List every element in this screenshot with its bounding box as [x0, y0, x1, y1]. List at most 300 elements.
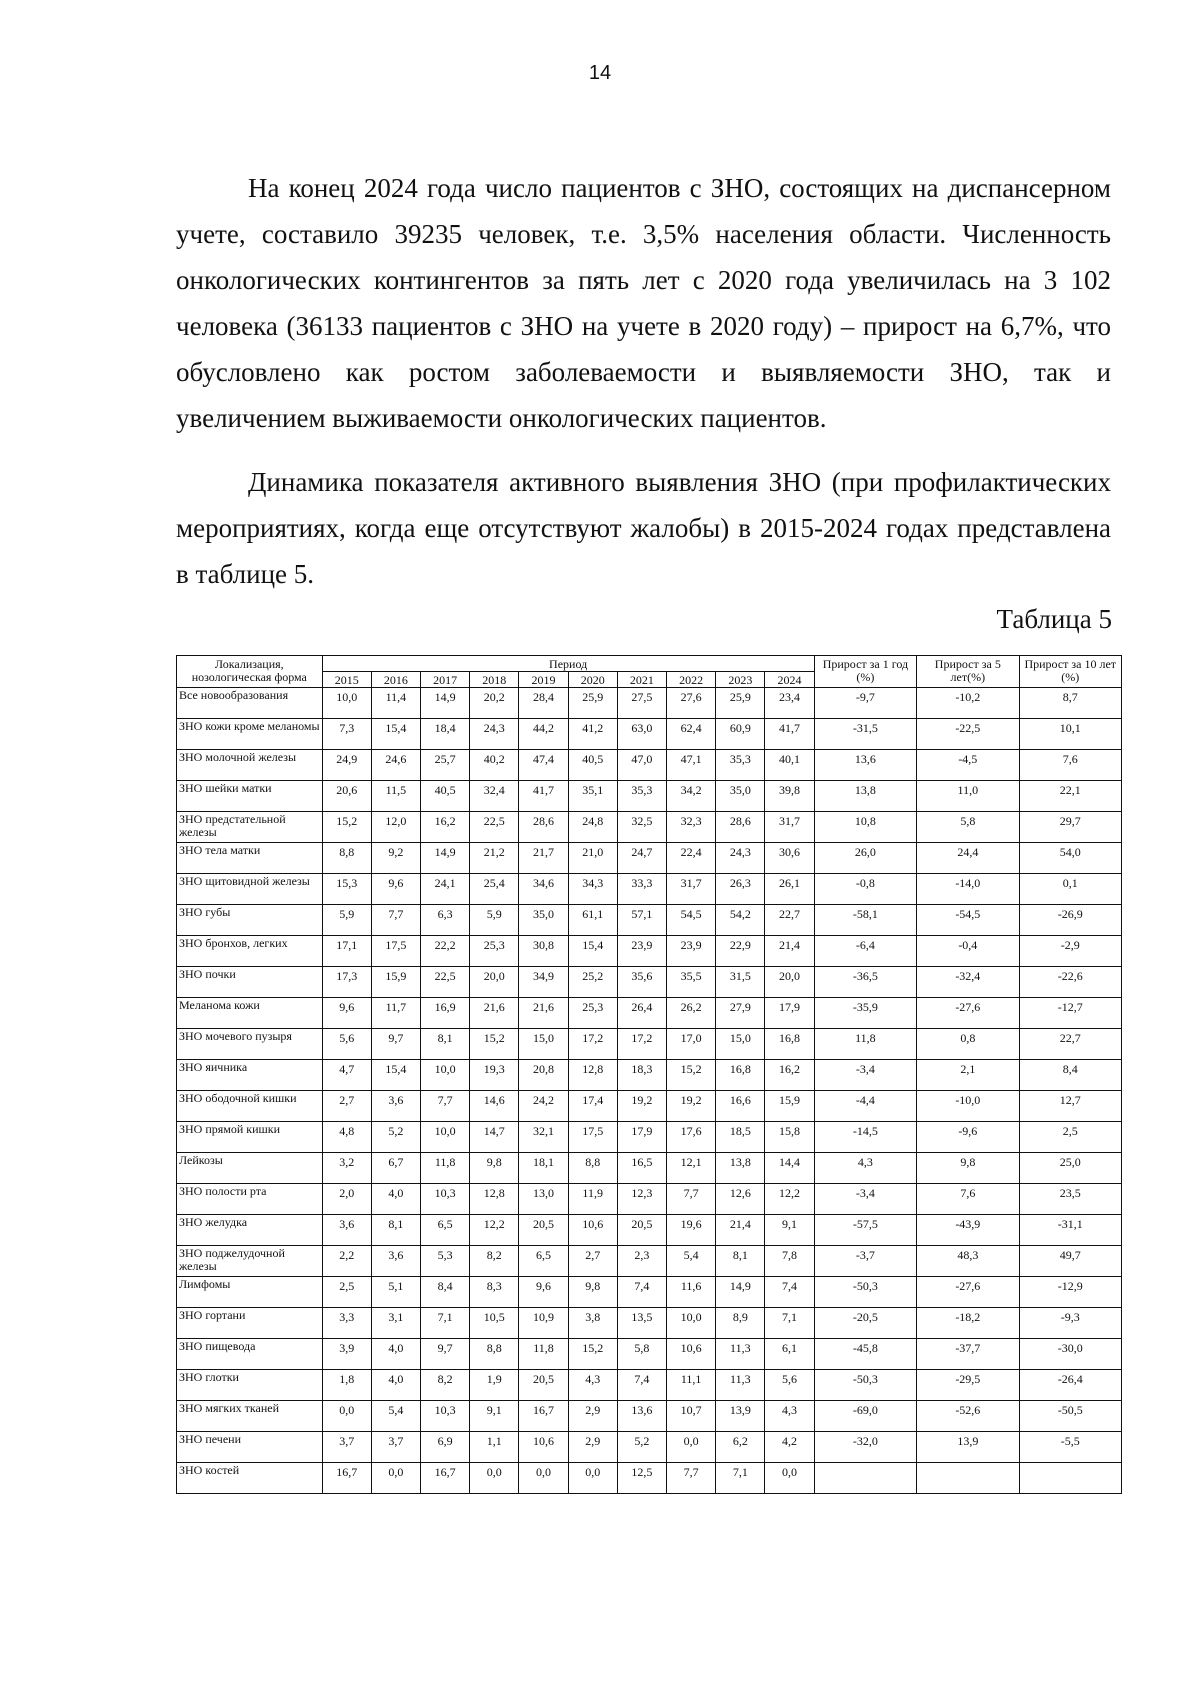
table-row [177, 1091, 1122, 1122]
growth-1-year-cell: -32,0 [814, 1432, 916, 1463]
year-value-cell: 28,4 [519, 688, 568, 719]
growth-1-year-cell: -3,4 [814, 1184, 916, 1215]
growth-10-years-cell: 54,0 [1019, 843, 1121, 874]
year-value-cell: 13,0 [519, 1184, 568, 1215]
row-localization: ЗНО поджелудочной железы [177, 1246, 323, 1277]
growth-10-years-cell: -22,6 [1019, 967, 1121, 998]
year-value-cell: 17,1 [322, 936, 371, 967]
table-row [177, 750, 1122, 781]
table-row [177, 1122, 1122, 1153]
year-value-cell: 12,1 [667, 1153, 716, 1184]
year-value-cell: 19,3 [470, 1060, 519, 1091]
year-value-cell: 21,6 [470, 998, 519, 1029]
growth-5-years-cell: 0,8 [917, 1029, 1019, 1060]
year-value-cell: 17,4 [568, 1091, 617, 1122]
year-value-cell: 47,1 [667, 750, 716, 781]
year-value-cell: 11,8 [519, 1339, 568, 1370]
year-value-cell: 10,0 [322, 688, 371, 719]
growth-5-years-cell: 13,9 [917, 1432, 1019, 1463]
growth-10-years-cell: 8,4 [1019, 1060, 1121, 1091]
year-value-cell: 9,2 [371, 843, 420, 874]
growth-1-year-cell: -4,4 [814, 1091, 916, 1122]
year-value-cell: 10,9 [519, 1308, 568, 1339]
year-value-cell: 7,4 [617, 1277, 666, 1308]
header-year: 2020 [568, 672, 617, 688]
year-value-cell: 6,5 [421, 1215, 470, 1246]
year-value-cell: 19,2 [667, 1091, 716, 1122]
year-value-cell: 19,2 [617, 1091, 666, 1122]
year-value-cell: 6,1 [765, 1339, 814, 1370]
growth-5-years-cell: -27,6 [917, 998, 1019, 1029]
year-value-cell: 16,8 [765, 1029, 814, 1060]
growth-10-years-cell: -2,9 [1019, 936, 1121, 967]
year-value-cell: 8,3 [470, 1277, 519, 1308]
table-row [177, 1463, 1122, 1494]
year-value-cell: 31,7 [765, 812, 814, 843]
year-value-cell: 3,6 [322, 1215, 371, 1246]
growth-1-year-cell: 11,8 [814, 1029, 916, 1060]
year-value-cell: 2,7 [322, 1091, 371, 1122]
year-value-cell: 54,5 [667, 905, 716, 936]
table-caption: Таблица 5 [996, 604, 1112, 634]
year-value-cell: 41,7 [519, 781, 568, 812]
year-value-cell: 2,0 [322, 1184, 371, 1215]
year-value-cell: 15,4 [371, 719, 420, 750]
growth-5-years-cell: -52,6 [917, 1401, 1019, 1432]
year-value-cell: 35,1 [568, 781, 617, 812]
year-value-cell: 12,8 [568, 1060, 617, 1091]
row-localization: ЗНО полости рта [177, 1184, 323, 1215]
year-value-cell: 4,0 [371, 1339, 420, 1370]
year-value-cell: 21,4 [765, 936, 814, 967]
year-value-cell: 10,3 [421, 1401, 470, 1432]
year-value-cell: 12,8 [470, 1184, 519, 1215]
growth-1-year-cell: -9,7 [814, 688, 916, 719]
year-value-cell: 8,8 [568, 1153, 617, 1184]
year-value-cell: 5,2 [371, 1122, 420, 1153]
year-value-cell: 1,9 [470, 1370, 519, 1401]
year-value-cell: 2,3 [617, 1246, 666, 1277]
year-value-cell: 8,8 [322, 843, 371, 874]
year-value-cell: 20,0 [470, 967, 519, 998]
year-value-cell: 9,8 [470, 1153, 519, 1184]
row-localization: ЗНО печени [177, 1432, 323, 1463]
year-value-cell: 2,9 [568, 1401, 617, 1432]
table-body [177, 688, 1122, 1494]
year-value-cell: 17,5 [568, 1122, 617, 1153]
year-value-cell: 3,7 [371, 1432, 420, 1463]
year-value-cell: 10,6 [519, 1432, 568, 1463]
year-value-cell: 3,1 [371, 1308, 420, 1339]
year-value-cell: 10,0 [421, 1060, 470, 1091]
header-year: 2015 [322, 672, 371, 688]
year-value-cell: 20,6 [322, 781, 371, 812]
year-value-cell: 17,2 [568, 1029, 617, 1060]
year-value-cell: 14,9 [421, 843, 470, 874]
year-value-cell: 5,1 [371, 1277, 420, 1308]
growth-1-year-cell: -69,0 [814, 1401, 916, 1432]
row-localization: ЗНО бронхов, легких [177, 936, 323, 967]
year-value-cell: 23,4 [765, 688, 814, 719]
year-value-cell: 2,5 [322, 1277, 371, 1308]
year-value-cell: 14,4 [765, 1153, 814, 1184]
year-value-cell: 10,7 [667, 1401, 716, 1432]
year-value-cell: 14,7 [470, 1122, 519, 1153]
year-value-cell: 15,4 [371, 1060, 420, 1091]
year-value-cell: 12,2 [765, 1184, 814, 1215]
year-value-cell: 14,6 [470, 1091, 519, 1122]
table-row [177, 998, 1122, 1029]
year-value-cell: 4,2 [765, 1432, 814, 1463]
header-year: 2018 [470, 672, 519, 688]
year-value-cell: 16,8 [716, 1060, 765, 1091]
year-value-cell: 15,4 [568, 936, 617, 967]
year-value-cell: 27,5 [617, 688, 666, 719]
growth-10-years-cell: -12,9 [1019, 1277, 1121, 1308]
year-value-cell: 7,7 [667, 1463, 716, 1494]
year-value-cell: 25,2 [568, 967, 617, 998]
year-value-cell: 21,4 [716, 1215, 765, 1246]
year-value-cell: 21,0 [568, 843, 617, 874]
year-value-cell: 0,0 [322, 1401, 371, 1432]
year-value-cell: 18,3 [617, 1060, 666, 1091]
paragraph-active-detection [176, 459, 1111, 597]
year-value-cell: 18,5 [716, 1122, 765, 1153]
year-value-cell: 17,9 [765, 998, 814, 1029]
year-value-cell: 13,5 [617, 1308, 666, 1339]
year-value-cell: 5,9 [322, 905, 371, 936]
year-value-cell: 17,3 [322, 967, 371, 998]
year-value-cell: 7,4 [617, 1370, 666, 1401]
growth-1-year-cell: 13,6 [814, 750, 916, 781]
table-row [177, 1153, 1122, 1184]
year-value-cell: 15,2 [470, 1029, 519, 1060]
year-value-cell: 11,9 [568, 1184, 617, 1215]
year-value-cell: 17,9 [617, 1122, 666, 1153]
year-value-cell: 23,9 [667, 936, 716, 967]
row-localization: Лейкозы [177, 1153, 323, 1184]
year-value-cell: 39,8 [765, 781, 814, 812]
growth-5-years-cell: -27,6 [917, 1277, 1019, 1308]
row-localization: ЗНО кожи кроме меланомы [177, 719, 323, 750]
year-value-cell: 21,7 [519, 843, 568, 874]
year-value-cell: 3,3 [322, 1308, 371, 1339]
header-period: Период [322, 656, 814, 672]
paragraph-text: На конец 2024 года число пациентов с ЗНО, состоящих на диспансерном учете, составило 39235 человек, т.е. 3,5% населения области. Численность онкологических контингентов за пять лет с 2020 года увеличилась на 3 102 человека (36133 пациентов с ЗНО на учете в 2020 году) – прирост на 6,7%, что обусловлено как ростом заболеваемости и выявляемости ЗНО, так и увеличением выживаемости онкологических пациентов. [176, 173, 1111, 433]
table-row [177, 936, 1122, 967]
year-value-cell: 2,2 [322, 1246, 371, 1277]
row-localization: ЗНО тела матки [177, 843, 323, 874]
year-value-cell: 9,1 [470, 1401, 519, 1432]
growth-1-year-cell: -36,5 [814, 967, 916, 998]
year-value-cell: 8,1 [716, 1246, 765, 1277]
year-value-cell: 0,0 [470, 1463, 519, 1494]
table-row [177, 1339, 1122, 1370]
table-row [177, 1246, 1122, 1277]
year-value-cell: 34,3 [568, 874, 617, 905]
year-value-cell: 20,5 [519, 1215, 568, 1246]
year-value-cell: 16,5 [617, 1153, 666, 1184]
year-value-cell: 35,6 [617, 967, 666, 998]
header-growth-10-years: Прирост за 10 лет (%) [1019, 656, 1121, 688]
growth-1-year-cell: 10,8 [814, 812, 916, 843]
year-value-cell: 9,7 [371, 1029, 420, 1060]
growth-10-years-cell: -5,5 [1019, 1432, 1121, 1463]
year-value-cell: 3,6 [371, 1246, 420, 1277]
growth-1-year-cell: -0,8 [814, 874, 916, 905]
growth-1-year-cell: -45,8 [814, 1339, 916, 1370]
year-value-cell: 30,8 [519, 936, 568, 967]
year-value-cell: 3,6 [371, 1091, 420, 1122]
row-localization: ЗНО яичника [177, 1060, 323, 1091]
page-number: 14 [588, 62, 612, 84]
year-value-cell: 11,5 [371, 781, 420, 812]
table-row [177, 874, 1122, 905]
year-value-cell: 34,6 [519, 874, 568, 905]
growth-5-years-cell: -29,5 [917, 1370, 1019, 1401]
table-row [177, 967, 1122, 998]
year-value-cell: 21,2 [470, 843, 519, 874]
year-value-cell: 7,7 [667, 1184, 716, 1215]
year-value-cell: 0,0 [568, 1463, 617, 1494]
growth-10-years-cell: -50,5 [1019, 1401, 1121, 1432]
year-value-cell: 5,3 [421, 1246, 470, 1277]
year-value-cell: 13,8 [716, 1153, 765, 1184]
year-value-cell: 9,6 [322, 998, 371, 1029]
year-value-cell: 7,1 [765, 1308, 814, 1339]
row-localization: Меланома кожи [177, 998, 323, 1029]
year-value-cell: 16,2 [421, 812, 470, 843]
year-value-cell: 11,1 [667, 1370, 716, 1401]
year-value-cell: 15,9 [371, 967, 420, 998]
growth-10-years-cell: 49,7 [1019, 1246, 1121, 1277]
year-value-cell: 19,6 [667, 1215, 716, 1246]
growth-5-years-cell: -37,7 [917, 1339, 1019, 1370]
year-value-cell: 5,4 [371, 1401, 420, 1432]
year-value-cell: 9,1 [765, 1215, 814, 1246]
year-value-cell: 25,4 [470, 874, 519, 905]
year-value-cell: 20,2 [470, 688, 519, 719]
year-value-cell: 22,2 [421, 936, 470, 967]
year-value-cell: 5,4 [667, 1246, 716, 1277]
year-value-cell: 8,4 [421, 1277, 470, 1308]
year-value-cell: 31,5 [716, 967, 765, 998]
year-value-cell: 6,9 [421, 1432, 470, 1463]
year-value-cell: 17,2 [617, 1029, 666, 1060]
growth-1-year-cell: -57,5 [814, 1215, 916, 1246]
year-value-cell: 47,0 [617, 750, 666, 781]
year-value-cell: 5,6 [322, 1029, 371, 1060]
row-localization: ЗНО ободочной кишки [177, 1091, 323, 1122]
growth-5-years-cell: -54,5 [917, 905, 1019, 936]
year-value-cell: 20,5 [617, 1215, 666, 1246]
year-value-cell: 4,8 [322, 1122, 371, 1153]
year-value-cell: 28,6 [519, 812, 568, 843]
year-value-cell: 8,1 [421, 1029, 470, 1060]
growth-1-year-cell: -50,3 [814, 1277, 916, 1308]
year-value-cell: 2,7 [568, 1246, 617, 1277]
year-value-cell: 5,9 [470, 905, 519, 936]
header-growth-1-year: Прирост за 1 год (%) [814, 656, 916, 688]
year-value-cell: 18,1 [519, 1153, 568, 1184]
year-value-cell: 7,7 [371, 905, 420, 936]
growth-10-years-cell: -9,3 [1019, 1308, 1121, 1339]
header-growth-5-years: Прирост за 5 лет(%) [917, 656, 1019, 688]
growth-5-years-cell: 48,3 [917, 1246, 1019, 1277]
year-value-cell: 9,6 [519, 1277, 568, 1308]
table-row [177, 1370, 1122, 1401]
year-value-cell: 0,0 [519, 1463, 568, 1494]
row-localization: ЗНО шейки матки [177, 781, 323, 812]
year-value-cell: 5,6 [765, 1370, 814, 1401]
year-value-cell: 27,9 [716, 998, 765, 1029]
growth-5-years-cell: -32,4 [917, 967, 1019, 998]
growth-5-years-cell: 7,6 [917, 1184, 1019, 1215]
year-value-cell: 16,6 [716, 1091, 765, 1122]
growth-10-years-cell: 8,7 [1019, 688, 1121, 719]
year-value-cell: 7,3 [322, 719, 371, 750]
year-value-cell: 4,3 [568, 1370, 617, 1401]
year-value-cell: 11,7 [371, 998, 420, 1029]
year-value-cell: 16,2 [765, 1060, 814, 1091]
row-localization: ЗНО пищевода [177, 1339, 323, 1370]
year-value-cell: 9,6 [371, 874, 420, 905]
year-value-cell: 20,0 [765, 967, 814, 998]
year-value-cell: 11,3 [716, 1370, 765, 1401]
year-value-cell: 25,9 [568, 688, 617, 719]
growth-10-years-cell: -31,1 [1019, 1215, 1121, 1246]
table-row [177, 1308, 1122, 1339]
row-localization: ЗНО прямой кишки [177, 1122, 323, 1153]
table-row [177, 1277, 1122, 1308]
growth-10-years-cell: 25,0 [1019, 1153, 1121, 1184]
year-value-cell: 57,1 [617, 905, 666, 936]
year-value-cell: 8,9 [716, 1308, 765, 1339]
growth-5-years-cell: 24,4 [917, 843, 1019, 874]
year-value-cell: 10,3 [421, 1184, 470, 1215]
row-localization: ЗНО молочной железы [177, 750, 323, 781]
year-value-cell: 6,7 [371, 1153, 420, 1184]
growth-10-years-cell: -26,9 [1019, 905, 1121, 936]
year-value-cell: 4,0 [371, 1184, 420, 1215]
row-localization: ЗНО мочевого пузыря [177, 1029, 323, 1060]
growth-1-year-cell: 4,3 [814, 1153, 916, 1184]
year-value-cell: 10,5 [470, 1308, 519, 1339]
growth-5-years-cell: -10,0 [917, 1091, 1019, 1122]
year-value-cell: 12,3 [617, 1184, 666, 1215]
year-value-cell: 6,3 [421, 905, 470, 936]
year-value-cell: 25,7 [421, 750, 470, 781]
year-value-cell: 41,2 [568, 719, 617, 750]
year-value-cell: 25,3 [470, 936, 519, 967]
growth-5-years-cell [917, 1463, 1019, 1494]
growth-10-years-cell: 2,5 [1019, 1122, 1121, 1153]
table-row [177, 688, 1122, 719]
year-value-cell: 15,0 [519, 1029, 568, 1060]
row-localization: Все новообразования [177, 688, 323, 719]
year-value-cell: 40,2 [470, 750, 519, 781]
year-value-cell: 22,9 [716, 936, 765, 967]
header-year: 2017 [421, 672, 470, 688]
year-value-cell: 22,4 [667, 843, 716, 874]
table-row [177, 843, 1122, 874]
year-value-cell: 13,6 [617, 1401, 666, 1432]
year-value-cell: 40,1 [765, 750, 814, 781]
year-value-cell: 1,8 [322, 1370, 371, 1401]
year-value-cell: 5,2 [617, 1432, 666, 1463]
growth-10-years-cell: 12,7 [1019, 1091, 1121, 1122]
year-value-cell: 21,6 [519, 998, 568, 1029]
year-value-cell: 15,8 [765, 1122, 814, 1153]
year-value-cell: 26,4 [617, 998, 666, 1029]
growth-1-year-cell: -31,5 [814, 719, 916, 750]
year-value-cell: 24,1 [421, 874, 470, 905]
year-value-cell: 24,6 [371, 750, 420, 781]
year-value-cell: 24,2 [519, 1091, 568, 1122]
year-value-cell: 2,9 [568, 1432, 617, 1463]
paragraph-dispensary-registry [176, 165, 1111, 441]
growth-5-years-cell: 11,0 [917, 781, 1019, 812]
header-year: 2016 [371, 672, 420, 688]
year-value-cell: 12,5 [617, 1463, 666, 1494]
year-value-cell: 26,1 [765, 874, 814, 905]
year-value-cell: 34,2 [667, 781, 716, 812]
table-row [177, 1029, 1122, 1060]
year-value-cell: 1,1 [470, 1432, 519, 1463]
year-value-cell: 44,2 [519, 719, 568, 750]
year-value-cell: 4,7 [322, 1060, 371, 1091]
growth-5-years-cell: -9,6 [917, 1122, 1019, 1153]
year-value-cell: 6,5 [519, 1246, 568, 1277]
year-value-cell: 8,8 [470, 1339, 519, 1370]
year-value-cell: 20,5 [519, 1370, 568, 1401]
year-value-cell: 32,1 [519, 1122, 568, 1153]
year-value-cell: 14,9 [716, 1277, 765, 1308]
year-value-cell: 35,5 [667, 967, 716, 998]
growth-1-year-cell: -14,5 [814, 1122, 916, 1153]
year-value-cell: 0,0 [667, 1432, 716, 1463]
year-value-cell: 26,3 [716, 874, 765, 905]
table-row [177, 1060, 1122, 1091]
growth-10-years-cell: 29,7 [1019, 812, 1121, 843]
year-value-cell: 10,0 [667, 1308, 716, 1339]
growth-10-years-cell: 23,5 [1019, 1184, 1121, 1215]
year-value-cell: 7,4 [765, 1277, 814, 1308]
year-value-cell: 40,5 [421, 781, 470, 812]
year-value-cell: 60,9 [716, 719, 765, 750]
year-value-cell: 12,6 [716, 1184, 765, 1215]
year-value-cell: 32,5 [617, 812, 666, 843]
growth-5-years-cell: 5,8 [917, 812, 1019, 843]
year-value-cell: 20,8 [519, 1060, 568, 1091]
year-value-cell: 35,0 [519, 905, 568, 936]
table-row [177, 905, 1122, 936]
year-value-cell: 28,6 [716, 812, 765, 843]
table-row [177, 1215, 1122, 1246]
year-value-cell: 17,6 [667, 1122, 716, 1153]
table-row [177, 781, 1122, 812]
year-value-cell: 27,6 [667, 688, 716, 719]
year-value-cell: 61,1 [568, 905, 617, 936]
row-localization: ЗНО предстательной железы [177, 812, 323, 843]
year-value-cell: 9,7 [421, 1339, 470, 1370]
row-localization: ЗНО почки [177, 967, 323, 998]
growth-10-years-cell: 10,1 [1019, 719, 1121, 750]
year-value-cell: 9,8 [568, 1277, 617, 1308]
table-row [177, 1184, 1122, 1215]
year-value-cell: 17,0 [667, 1029, 716, 1060]
year-value-cell: 8,2 [470, 1246, 519, 1277]
